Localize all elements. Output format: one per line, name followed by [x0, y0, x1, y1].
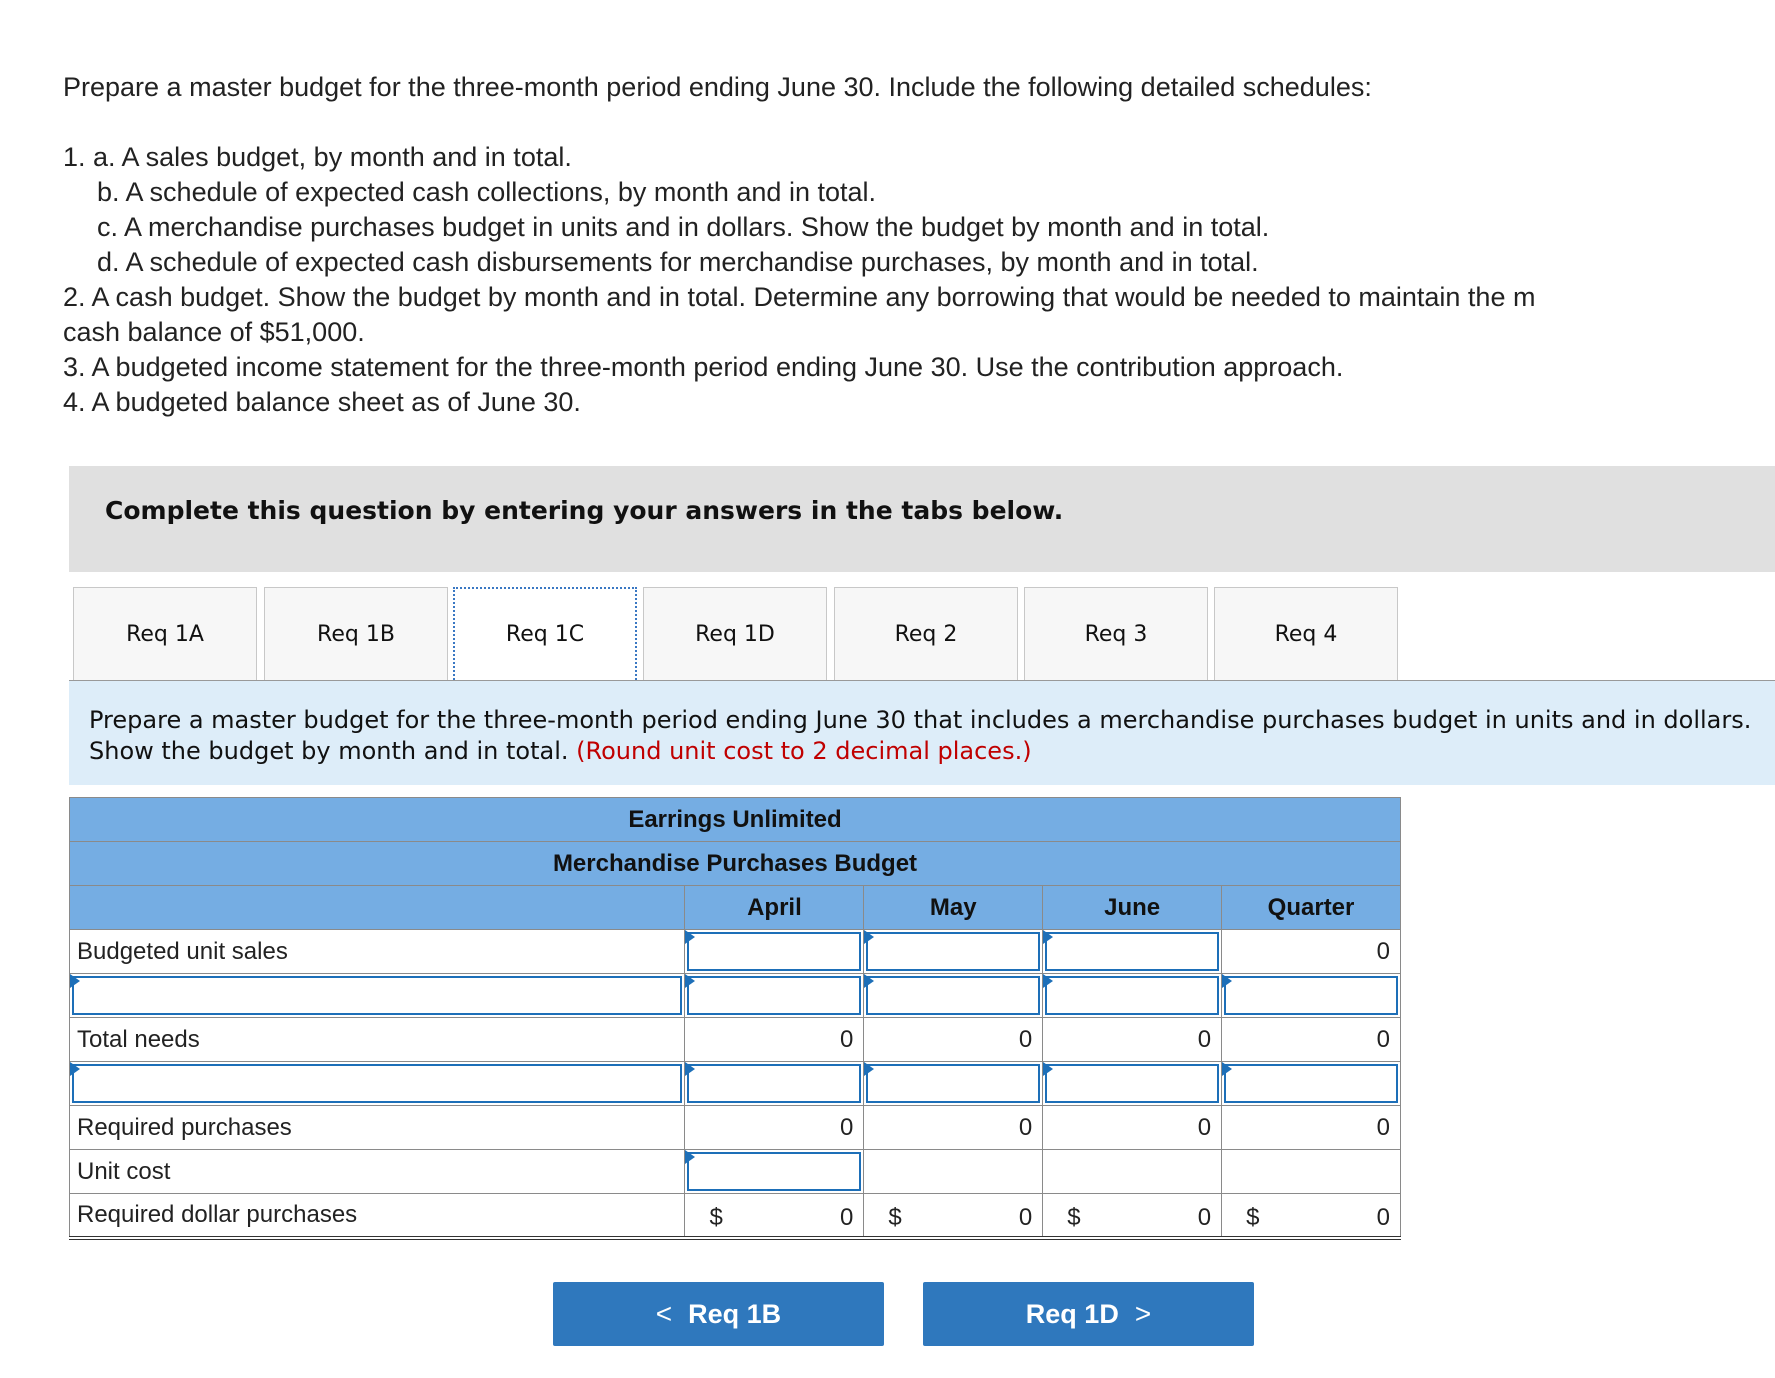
chevron-left-icon: <: [655, 1298, 673, 1329]
tab-req-3[interactable]: Req 3: [1024, 587, 1208, 680]
value-april: [685, 1194, 864, 1238]
input-marker-icon: [685, 1150, 695, 1164]
input-marker-icon: [685, 974, 695, 988]
table-title: Merchandise Purchases Budget: [70, 842, 1401, 886]
question-text: [63, 70, 1763, 420]
value-april: 0: [685, 1018, 864, 1062]
input-cell-april[interactable]: [685, 930, 864, 974]
answer-input[interactable]: [687, 976, 861, 1015]
input-cell-may[interactable]: [864, 974, 1043, 1018]
requirement-item: 3. A budgeted income statement for the three-month period ending June 30. Use the contribution approach.: [63, 352, 1344, 382]
empty-cell: [1222, 1150, 1401, 1194]
value-may: [864, 1194, 1043, 1238]
answer-input[interactable]: [1224, 1064, 1398, 1103]
rounding-note: (Round unit cost to 2 decimal places.): [576, 737, 1032, 765]
header-blank: [70, 886, 685, 930]
input-marker-icon: [1222, 974, 1232, 988]
amount: 0: [1376, 1204, 1390, 1231]
tab-req-1d[interactable]: Req 1D: [643, 587, 827, 680]
value-june: 0: [1043, 1106, 1222, 1150]
column-header-may: May: [864, 886, 1043, 930]
table-row-unit-cost: [70, 1150, 1401, 1194]
tab-req-1c[interactable]: Req 1C: [453, 587, 637, 680]
table-row-budgeted-unit-sales: [70, 930, 1401, 974]
input-marker-icon: [864, 1062, 874, 1076]
tab-req-2[interactable]: Req 2: [834, 587, 1018, 680]
input-marker-icon: [70, 1062, 80, 1076]
requirement-item: 1. a. A sales budget, by month and in total.: [63, 142, 572, 172]
question-lead: Prepare a master budget for the three-month period ending June 30. Include the following detailed schedules:: [63, 72, 1372, 102]
label-input[interactable]: [72, 976, 682, 1015]
value-quarter: 0: [1222, 1106, 1401, 1150]
input-cell-june[interactable]: [1043, 930, 1222, 974]
tab-req-1a[interactable]: Req 1A: [73, 587, 257, 680]
column-header-june: June: [1043, 886, 1222, 930]
row-label: Unit cost: [70, 1150, 685, 1194]
chevron-right-icon: >: [1134, 1298, 1152, 1329]
tab-instructions: [69, 681, 1775, 785]
prev-button-label: Req 1B: [688, 1298, 782, 1329]
table-row-required-purchases: [70, 1106, 1401, 1150]
value-may: 0: [864, 1106, 1043, 1150]
empty-cell: [1043, 1150, 1222, 1194]
row-label: Required purchases: [70, 1106, 685, 1150]
answer-input[interactable]: [866, 932, 1040, 971]
input-cell-june[interactable]: [1043, 1062, 1222, 1106]
answer-input[interactable]: [866, 1064, 1040, 1103]
answer-input[interactable]: [1045, 976, 1219, 1015]
input-cell-june[interactable]: [1043, 974, 1222, 1018]
value-june: [1043, 1194, 1222, 1238]
banner-text: Complete this question by entering your answers in the tabs below.: [105, 496, 1064, 525]
currency-symbol: $: [709, 1204, 723, 1231]
column-header-april: April: [685, 886, 864, 930]
requirement-item: cash balance of $51,000.: [63, 317, 365, 347]
next-button-label: Req 1D: [1025, 1298, 1119, 1329]
company-name: Earrings Unlimited: [70, 798, 1401, 842]
input-marker-icon: [685, 930, 695, 944]
answer-input[interactable]: [687, 932, 861, 971]
requirement-item: c. A merchandise purchases budget in units and in dollars. Show the budget by month and in total.: [97, 212, 1270, 242]
answer-input[interactable]: [687, 1152, 861, 1191]
merchandise-purchases-table: [69, 797, 1401, 1240]
requirement-item: b. A schedule of expected cash collections, by month and in total.: [97, 177, 876, 207]
label-input-cell[interactable]: [70, 1062, 685, 1106]
value-quarter: 0: [1222, 1018, 1401, 1062]
label-input-cell[interactable]: [70, 974, 685, 1018]
input-cell-quarter[interactable]: [1222, 1062, 1401, 1106]
next-button[interactable]: [923, 1282, 1254, 1346]
requirement-item: d. A schedule of expected cash disbursements for merchandise purchases, by month and in total.: [97, 247, 1259, 277]
row-label: Required dollar purchases: [70, 1194, 685, 1238]
tab-req-4[interactable]: Req 4: [1214, 587, 1398, 680]
instruction-banner: [69, 466, 1775, 572]
input-marker-icon: [864, 974, 874, 988]
input-cell-april[interactable]: [685, 1150, 864, 1194]
input-marker-icon: [70, 974, 80, 988]
table-row-blank-2: [70, 1062, 1401, 1106]
currency-symbol: $: [1246, 1204, 1260, 1231]
table-row-total-needs: [70, 1018, 1401, 1062]
amount: 0: [839, 1204, 854, 1231]
column-header-quarter: Quarter: [1222, 886, 1401, 930]
input-marker-icon: [1043, 974, 1053, 988]
value-quarter: 0: [1222, 930, 1401, 974]
input-cell-april[interactable]: [685, 974, 864, 1018]
table-row-blank-1: [70, 974, 1401, 1018]
value-june: 0: [1043, 1018, 1222, 1062]
value-april: 0: [685, 1106, 864, 1150]
prev-button[interactable]: [553, 1282, 884, 1346]
input-marker-icon: [685, 1062, 695, 1076]
value-may: 0: [864, 1018, 1043, 1062]
answer-input[interactable]: [866, 976, 1040, 1015]
tab-req-1b[interactable]: Req 1B: [264, 587, 448, 680]
input-marker-icon: [1222, 1062, 1232, 1076]
answer-input[interactable]: [1045, 1064, 1219, 1103]
currency-symbol: $: [1067, 1204, 1081, 1231]
answer-input[interactable]: [1045, 932, 1219, 971]
requirement-item: 2. A cash budget. Show the budget by month and in total. Determine any borrowing that would be needed to maintain the m: [63, 282, 1536, 312]
input-marker-icon: [1043, 930, 1053, 944]
row-label: Budgeted unit sales: [70, 930, 685, 974]
amount: 0: [1018, 1204, 1033, 1231]
amount: 0: [1197, 1204, 1212, 1231]
input-cell-may[interactable]: [864, 1062, 1043, 1106]
table-row-required-dollar-purchases: [70, 1194, 1401, 1238]
input-marker-icon: [864, 930, 874, 944]
input-cell-may[interactable]: [864, 930, 1043, 974]
value-quarter: [1222, 1194, 1401, 1238]
input-marker-icon: [1043, 1062, 1053, 1076]
input-cell-quarter[interactable]: [1222, 974, 1401, 1018]
answer-input[interactable]: [1224, 976, 1398, 1015]
instruction-text: Prepare a master budget for the three-month period ending June 30 that includes a merchandise purchases budget in units and in dollars. Show the budget by month and in total.: [89, 706, 1752, 765]
answer-input[interactable]: [687, 1064, 861, 1103]
empty-cell: [864, 1150, 1043, 1194]
label-input[interactable]: [72, 1064, 682, 1103]
input-cell-april[interactable]: [685, 1062, 864, 1106]
currency-symbol: $: [888, 1204, 902, 1231]
row-label: Total needs: [70, 1018, 685, 1062]
requirement-item: 4. A budgeted balance sheet as of June 30.: [63, 387, 581, 417]
